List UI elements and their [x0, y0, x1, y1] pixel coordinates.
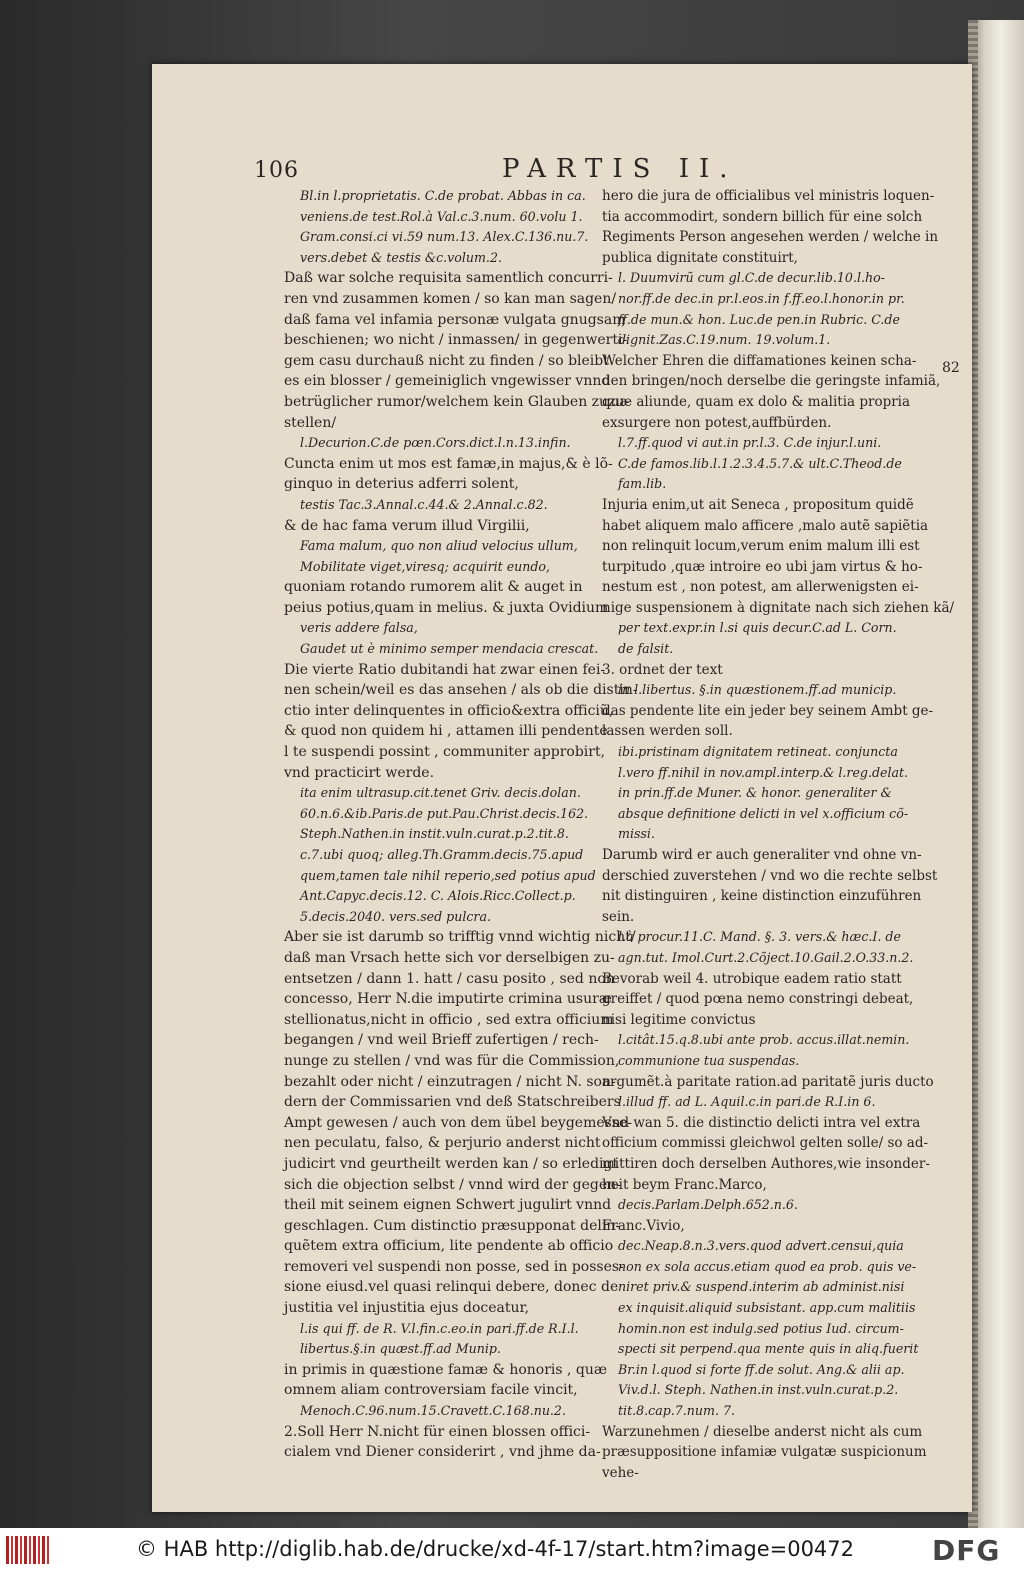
- text-line: C.de famos.lib.l.1.2.3.4.5.7.& ult.C.Theod.de: [618, 455, 902, 471]
- text-line: cialem vnd Diener considerirt , vnd jhme da-: [284, 1444, 601, 1461]
- text-line: Franc.Vivio,: [602, 1217, 685, 1234]
- text-line: quæ aliunde, quam ex dolo & malitia propria: [602, 393, 911, 410]
- text-line: in prin.ff.de Muner. & honor. generaliter &: [618, 785, 892, 801]
- dfg-logo: DFG: [932, 1534, 1001, 1567]
- text-line: lassen werden soll.: [602, 723, 733, 740]
- text-line: Regiments Person angesehen werden / welche in: [602, 229, 939, 246]
- text-line: Ant.Capyc.decis.12. C. Alois.Ricc.Collect.p.: [300, 888, 576, 904]
- text-line: entsetzen / dann 1. hatt / casu posito , sed non: [284, 970, 615, 987]
- text-line: tit.8.cap.7.num. 7.: [618, 1403, 735, 1419]
- text-line: nit distinguiren , keine distinction einzuführen: [602, 888, 922, 905]
- text-line: in primis in quæstione famæ & honoris , quæ: [284, 1361, 608, 1378]
- text-line: Bl.in l.proprietatis. C.de probat. Abbas in ca.: [300, 188, 586, 203]
- text-line: ex inquisit.aliquid subsistant. app.cum malitiis: [618, 1300, 916, 1316]
- text-line: turpitudo ,quæ introire eo ubi jam virtus & ho-: [602, 558, 923, 575]
- text-line: daß man Vrsach hette sich vor derselbigen zu-: [284, 949, 615, 966]
- text-line: 2.Soll Herr N.nicht für einen blossen offici-: [284, 1423, 591, 1440]
- text-line: vers.debet & testis &c.volum.2.: [300, 249, 502, 265]
- text-line: sich die objection selbst / vnnd wird der gegen-: [284, 1176, 621, 1193]
- text-line: quem,tamen tale nihil reperio,sed potius apud: [300, 867, 596, 883]
- text-line: & de hac fama verum illud Virgilii,: [284, 517, 530, 534]
- text-line: Fama malum, quo non aliud velocius ullum,: [300, 538, 578, 554]
- text-line: Cuncta enim ut mos est famæ,in majus,& è lõ-: [284, 455, 613, 472]
- text-line: hero die jura de officialibus vel ministris loquen-: [602, 188, 935, 204]
- text-line: Bevorab weil 4. utrobique eadem ratio statt: [602, 970, 902, 987]
- running-title: PARTIS II.: [502, 154, 738, 184]
- text-line: geschlagen. Cum distinctio præsupponat delin-: [284, 1217, 621, 1234]
- text-line: omnem aliam controversiam facile vincit,: [284, 1382, 578, 1399]
- text-line: betrüglicher rumor/welchem kein Glauben zuzu-: [284, 393, 630, 410]
- text-line: in l.libertus. §.in quæstionem.ff.ad municip.: [618, 682, 897, 698]
- text-line: ff.de mun.& hon. Luc.de pen.in Rubric. C.de: [618, 311, 900, 327]
- text-line: l.Decurion.C.de pœn.Cors.dict.l.n.13.infin.: [300, 435, 571, 451]
- text-line: l.7.ff.quod vi aut.in pr.l.3. C.de injur.l.uni.: [618, 435, 882, 451]
- text-line: stellionatus,nicht in officio , sed extra officium: [284, 1011, 614, 1028]
- text-line: Daß war solche requisita samentlich concurri-: [284, 270, 613, 287]
- text-line: veniens.de test.Rol.à Val.c.3.num. 60.volu 1.: [300, 208, 583, 224]
- text-line: vehe-: [602, 1464, 639, 1481]
- text-line: testis Tac.3.Annal.c.44.& 2.Annal.c.82.: [300, 496, 548, 512]
- text-line: nige suspensionem à dignitate nach sich ziehen kã/: [602, 599, 955, 616]
- text-line: das pendente lite ein jeder bey seinem Ambt ge-: [602, 702, 934, 719]
- page-number: 106: [254, 158, 299, 183]
- text-line: judicirt vnd geurtheilt werden kan / so erledigt: [284, 1155, 619, 1172]
- text-line: specti sit perpend.qua mente quis in aliq.fuerit: [618, 1341, 919, 1357]
- text-line: communione tua suspendas.: [618, 1052, 800, 1068]
- text-line: sein.: [602, 908, 635, 925]
- text-line: heit beym Franc.Marco,: [602, 1176, 767, 1193]
- text-line: dec.Neap.8.n.3.vers.quod advert.censui,quia: [618, 1238, 904, 1254]
- text-line: l.is qui ff. de R. V.l.fin.c.eo.in pari.ff.de R.I.l.: [300, 1320, 579, 1336]
- text-line: Viv.d.l. Steph. Nathen.in inst.vuln.curat.p.2.: [618, 1382, 899, 1398]
- text-line: Warzunehmen / dieselbe anderst nicht als cum: [602, 1423, 923, 1440]
- text-line: præsuppositione infamiæ vulgatæ suspicionum: [602, 1444, 927, 1461]
- text-line: theil mit seinem eignen Schwert jugulirt vnnd: [284, 1197, 612, 1214]
- text-line: Vnd wan 5. die distinctio delicti intra vel extra: [602, 1114, 921, 1131]
- text-line: Gram.consi.ci vi.59 num.13. Alex.C.136.nu.7.: [300, 229, 589, 245]
- text-line: nestum est , non potest, am allerwenigsten ei-: [602, 579, 919, 596]
- text-line: derschied zuverstehen / vnd wo die rechte selbst: [602, 867, 938, 884]
- text-line: l.à procur.11.C. Mand. §. 3. vers.& hæc.I. de: [618, 929, 901, 945]
- text-line: per text.expr.in l.si quis decur.C.ad L. Corn.: [618, 620, 897, 636]
- text-line: libertus.§.in quæst.ff.ad Munip.: [300, 1341, 501, 1357]
- text-line: niret priv.& suspend.interim ab administ.nisi: [618, 1279, 905, 1295]
- text-line: Aber sie ist darumb so trifftig vnnd wichtig nicht/: [284, 929, 636, 946]
- text-line: dern der Commissarien vnd deß Statschreibers: [284, 1094, 621, 1111]
- text-line: nor.ff.de dec.in pr.l.eos.in f.ff.eo.l.honor.in pr.: [618, 290, 905, 306]
- text-line: nen schein/weil es das ansehen / als ob die distin-: [284, 682, 638, 699]
- text-line: Injuria enim,ut ait Seneca , propositum quidẽ: [602, 496, 914, 513]
- text-line: c.7.ubi quoq; alleg.Th.Gramm.decis.75.apud: [300, 847, 584, 862]
- text-line: es ein blosser / gemeiniglich vngewisser vnnd: [284, 373, 611, 390]
- text-line: peius potius,quam in melius. & juxta Ovidium: [284, 599, 609, 616]
- text-line: begangen / vnd weil Brieff zufertigen / rech-: [284, 1032, 599, 1049]
- text-line: agn.tut. Imol.Curt.2.Cõject.10.Gail.2.O.33.n.2.: [618, 949, 914, 965]
- text-line: nunge zu stellen / vnd was für die Commission,: [284, 1052, 620, 1069]
- text-line: beschienen; wo nicht / inmassen/ in gegenwerti-: [284, 332, 628, 349]
- text-line: non ex sola accus.etiam quod ea prob. quis ve-: [618, 1258, 917, 1274]
- text-line: missi.: [618, 826, 655, 842]
- text-line: & quod non quidem hi , attamen illi pendente: [284, 723, 608, 740]
- text-line: daß fama vel infamia personæ vulgata gnugsam: [284, 311, 626, 328]
- text-line: Steph.Nathen.in instit.vuln.curat.p.2.tit.8.: [300, 826, 569, 842]
- text-line: quẽtem extra officium, lite pendente ab officio: [284, 1238, 614, 1255]
- text-line: ginquo in deterius adferri solent,: [284, 476, 519, 493]
- text-line: ctio inter delinquentes in officio&extra officiũ,: [284, 702, 614, 719]
- text-line: Gaudet ut è minimo semper mendacia crescat.: [300, 641, 599, 657]
- text-line: mittiren doch derselben Authores,wie insonder-: [602, 1155, 930, 1172]
- text-line: gem casu durchauß nicht zu finden / so bleibt: [284, 352, 609, 369]
- text-line: quoniam rotando rumorem alit & auget in: [284, 579, 583, 596]
- text-line: decis.Parlam.Delph.652.n.6.: [618, 1197, 798, 1213]
- text-line: homin.non est indulg.sed potius Iud. circum-: [618, 1320, 904, 1336]
- text-line: officium commissi gleichwol gelten solle/ so ad-: [602, 1135, 929, 1152]
- text-line: Die vierte Ratio dubitandi hat zwar einen fei-: [284, 661, 606, 678]
- text-line: Br.in l.quod si forte ff.de solut. Ang.& alii ap.: [618, 1361, 905, 1377]
- copyright-url-link[interactable]: © HAB http://diglib.hab.de/drucke/xd-4f-17/start.htm?image=00472: [136, 1537, 855, 1561]
- text-line: nisi legitime convictus: [602, 1011, 756, 1028]
- text-line: Darumb wird er auch generaliter vnd ohne vn-: [602, 847, 922, 863]
- text-line: 60.n.6.&ib.Paris.de put.Pau.Christ.decis.162.: [300, 805, 589, 821]
- left-text-column: [284, 186, 638, 1463]
- text-line: concesso, Herr N.die imputirte crimina usuræ: [284, 991, 612, 1008]
- text-line: absque definitione delicti in vel x.officium cõ-: [618, 805, 909, 821]
- text-line: publica dignitate constituirt,: [602, 249, 798, 266]
- text-line: l.vero ff.nihil in nov.ampl.interp.& l.reg.delat.: [618, 764, 909, 780]
- text-line: 5.decis.2040. vers.sed pulcra.: [300, 908, 491, 924]
- text-line: ibi.pristinam dignitatem retineat. conjuncta: [618, 744, 898, 760]
- margin-note: 82: [942, 360, 960, 376]
- text-line: den bringen/noch derselbe die geringste infamiã,: [602, 373, 941, 390]
- text-line: tia accommodirt, sondern billich für eine solch: [602, 208, 923, 225]
- text-line: dignit.Zas.C.19.num. 19.volum.1.: [618, 332, 831, 348]
- text-line: greiffet / quod pœna nemo constringi debeat,: [602, 991, 914, 1008]
- hab-barcode-icon: [6, 1536, 50, 1564]
- text-line: removeri vel suspendi non posse, sed in posses-: [284, 1258, 624, 1275]
- text-line: Mobilitate viget,viresq; acquirit eundo,: [300, 558, 551, 574]
- text-line: veris addere falsa,: [300, 620, 418, 636]
- text-line: Welcher Ehren die diffamationes keinen scha-: [602, 352, 917, 369]
- text-line: argumẽt.à paritate ration.ad paritatẽ juris ducto: [602, 1073, 934, 1090]
- text-line: stellen/: [284, 414, 337, 431]
- text-line: Ampt gewesen / auch von dem übel beygemesse-: [284, 1114, 633, 1131]
- text-line: sione eiusd.vel quasi relinqui debere, donec de: [284, 1279, 619, 1296]
- text-line: 3. ordnet der text: [602, 661, 723, 678]
- viewer-footer: [0, 1528, 1024, 1572]
- text-line: exsurgere non potest,auffbürden.: [602, 414, 832, 431]
- text-line: ita enim ultrasup.cit.tenet Griv. decis.dolan.: [300, 785, 581, 801]
- text-line: bezahlt oder nicht / einzutragen / nicht N. son-: [284, 1073, 616, 1090]
- text-line: justitia vel injustitia ejus doceatur,: [284, 1300, 530, 1317]
- text-line: l.citât.15.q.8.ubi ante prob. accus.illat.nemin.: [618, 1032, 910, 1048]
- text-line: vnd practicirt werde.: [284, 764, 435, 781]
- text-line: de falsit.: [618, 641, 674, 657]
- book-page-edges: [968, 20, 1024, 1528]
- text-line: ren vnd zusammen komen / so kan man sagen/: [284, 290, 617, 307]
- text-line: l. Duumvirũ cum gl.C.de decur.lib.10.l.ho-: [618, 270, 885, 286]
- text-line: non relinquit locum,verum enim malum illi est: [602, 538, 920, 555]
- text-line: Menoch.C.96.num.15.Cravett.C.168.nu.2.: [300, 1403, 566, 1419]
- text-line: l te suspendi possint , communiter approbirt,: [284, 744, 606, 761]
- text-line: nen peculatu, falso, & perjurio anderst nicht: [284, 1135, 601, 1152]
- text-line: habet aliquem malo afficere ,malo autẽ sapiẽtia: [602, 517, 929, 534]
- text-line: l.illud ff. ad L. Aquil.c.in pari.de R.I.in 6.: [618, 1094, 876, 1110]
- text-line: fam.lib.: [618, 476, 667, 492]
